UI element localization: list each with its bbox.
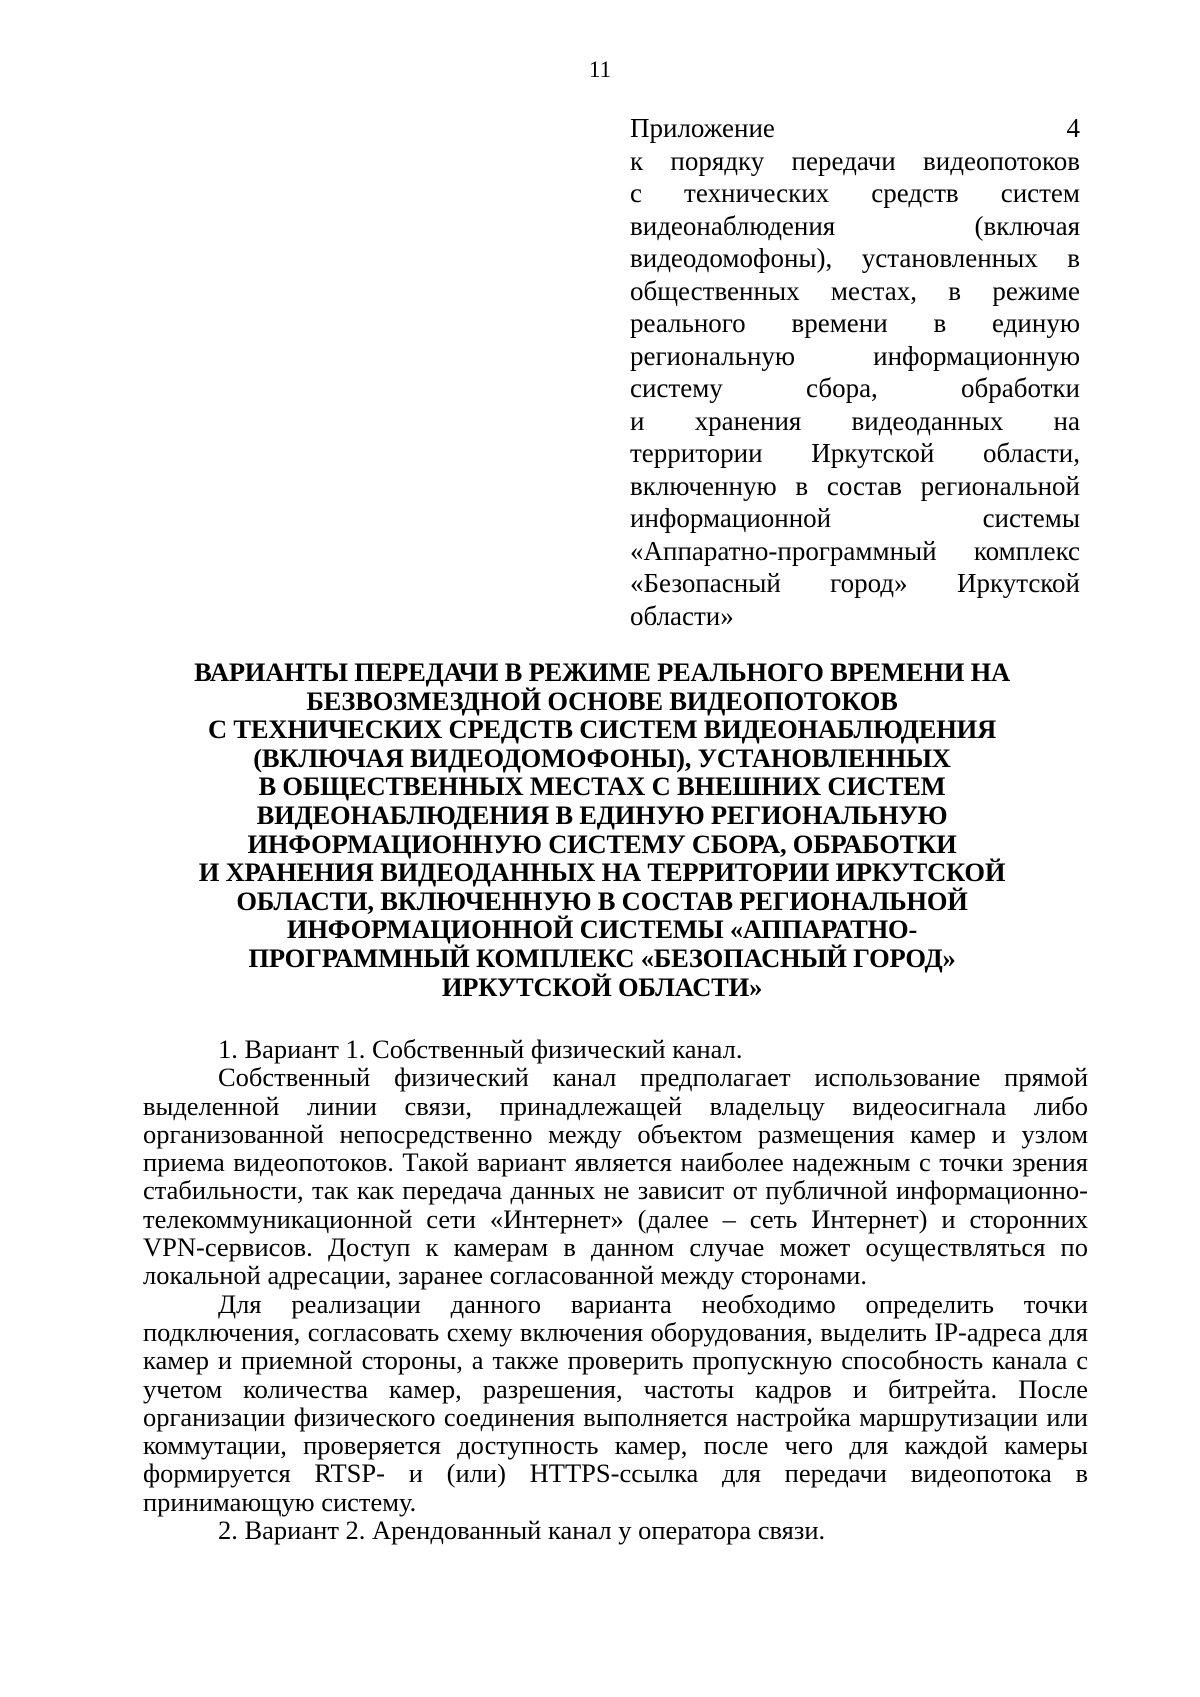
appendix-line: области» [630,600,734,631]
title-line: ИРКУТСКОЙ ОБЛАСТИ» [441,971,763,1002]
title-line: (ВКЛЮЧАЯ ВИДЕОДОМОФОНЫ), УСТАНОВЛЕННЫХ [253,742,951,773]
appendix-line: Приложение 4 [630,113,1080,143]
appendix-line: реального времени в единую [630,308,1080,338]
page-number: 11 [588,57,612,82]
paragraph-variant-2-heading: 2. Вариант 2. Арендованный канал у оператора связи. [218,1515,826,1546]
appendix-line: общественных местах, в режиме [630,275,1080,306]
appendix-line: информационной системы [630,503,1080,533]
paragraph-variant-1-implementation: Для реализации данного варианта необходимо определить точки подключения, согласовать схему включения оборудования, выделить IP-адреса для камер и приемной стороны, а также проверить пропускную способность канала с учетом количества камер, разрешения, частоты кадров и битрейта. После организации физического соединения выполняется настройка маршрутизации или коммутации, проверяется доступность камер, после чего для каждой камеры формируется RTSP- и (или) HTTPS-ссылка для передачи видеопотока в принимающую систему. [143,1288,1088,1517]
title-line: И ХРАНЕНИЯ ВИДЕОДАННЫХ НА ТЕРРИТОРИИ ИРКУТСКОЙ [198,857,1006,888]
appendix-line: видеодомофоны), установленных в [630,243,1080,273]
title-line: С ТЕХНИЧЕСКИХ СРЕДСТВ СИСТЕМ ВИДЕОНАБЛЮДЕНИЯ [207,714,997,745]
document-title [130,658,1074,1001]
appendix-heading [630,112,1080,632]
appendix-line: к порядку передачи видеопотоков [630,145,1080,176]
appendix-line: и хранения видеоданных на [630,405,1080,436]
appendix-line: региональную информационную [630,340,1080,371]
title-line: ВАРИАНТЫ ПЕРЕДАЧИ В РЕЖИМЕ РЕАЛЬНОГО ВРЕМЕНИ НА [194,657,1010,687]
title-line: ИНФОРМАЦИОННОЙ СИСТЕМЫ «АППАРАТНО- [286,914,918,945]
title-line: ВИДЕОНАБЛЮДЕНИЯ В ЕДИНУЮ РЕГИОНАЛЬНУЮ [256,799,948,830]
paragraph-variant-1-heading: 1. Вариант 1. Собственный физический канал. [218,1034,743,1064]
appendix-line: территории Иркутской области, [630,438,1080,468]
appendix-line: «Безопасный город» Иркутской [630,568,1080,598]
document-body [143,1035,1088,1544]
title-line: В ОБЩЕСТВЕННЫХ МЕСТАХ С ВНЕШНИХ СИСТЕМ [258,771,946,802]
appendix-line: видеонаблюдения (включая [630,210,1080,241]
appendix-line: «Аппаратно-программный комплекс [630,535,1080,566]
title-line: БЕЗВОЗМЕЗДНОЙ ОСНОВЕ ВИДЕОПОТОКОВ [306,685,898,716]
appendix-line: с технических средств систем [630,178,1080,208]
appendix-line: систему сбора, обработки [630,373,1080,403]
appendix-line: включенную в состав региональной [630,470,1080,501]
paragraph-variant-1-description: Собственный физический канал предполагает использование прямой выделенной линии связи, принадлежащей владельцу видеосигнала либо организованной непосредственно между объектом размещения камер и узлом приема видеопотоков. Такой вариант является наиболее надежным с точки зрения стабильности, так как передача данных не зависит от публичной информационно-телекоммуникационной сети «Интернет» (далее – сеть Интернет) и сторонних VPN-сервисов. Доступ к камерам в данном случае может осуществляться по локальной адресации, заранее согласованной между сторонами. [143,1062,1088,1291]
title-line: ПРОГРАММНЫЙ КОМПЛЕКС «БЕЗОПАСНЫЙ ГОРОД» [248,942,956,973]
title-line: ОБЛАСТИ, ВКЛЮЧЕННУЮ В СОСТАВ РЕГИОНАЛЬНОЙ [236,885,968,916]
title-line: ИНФОРМАЦИОННУЮ СИСТЕМУ СБОРА, ОБРАБОТКИ [247,828,957,859]
